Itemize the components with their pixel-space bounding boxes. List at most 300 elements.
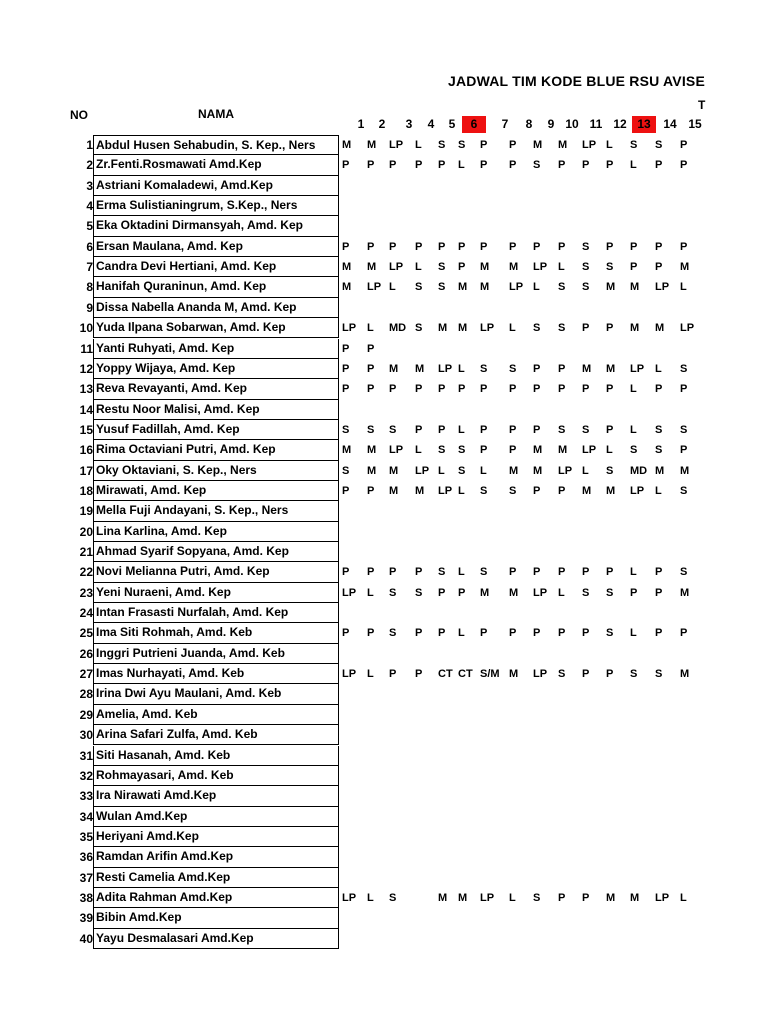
shift-code: S	[438, 444, 446, 457]
shift-code: LP	[438, 362, 453, 375]
row-number: 35	[79, 829, 93, 844]
day-header-2: 2	[378, 117, 386, 131]
shift-code: P	[509, 383, 517, 396]
shift-code: P	[509, 627, 517, 640]
shift-code: P	[680, 139, 688, 151]
shift-code: L	[415, 139, 422, 151]
shift-code: L	[415, 444, 422, 457]
shift-code: P	[480, 139, 488, 151]
shift-code: M	[582, 362, 592, 375]
shift-code: L	[458, 566, 465, 579]
row-number: 38	[79, 890, 93, 905]
table-row	[0, 216, 768, 236]
row-number: 3	[86, 178, 93, 193]
shift-code: P	[582, 668, 590, 681]
shift-code: P	[582, 566, 590, 579]
shift-code: L	[509, 891, 516, 904]
row-number: 4	[86, 199, 93, 214]
shift-code: L	[630, 423, 637, 436]
row-number: 8	[86, 280, 93, 295]
shift-code: P	[533, 627, 541, 640]
table-row	[0, 135, 768, 155]
shift-code: LP	[630, 484, 645, 497]
row-number: 17	[79, 463, 93, 478]
shift-code: S	[533, 159, 541, 172]
shift-code: M	[389, 362, 399, 375]
row-number: 21	[79, 545, 93, 559]
shift-code: M	[509, 586, 519, 599]
row-number: 6	[86, 239, 93, 254]
shift-code: P	[367, 627, 375, 640]
staff-name-cell: Reva Revayanti, Amd. Kep	[93, 379, 339, 399]
shift-code: LP	[655, 891, 670, 904]
shift-code: L	[630, 627, 637, 640]
table-row	[0, 298, 768, 318]
shift-code: P	[533, 240, 541, 253]
row-number: 34	[79, 809, 93, 824]
row-number: 10	[79, 321, 93, 336]
shift-code: S	[458, 444, 466, 457]
shift-code: M	[367, 464, 377, 477]
shift-code: L	[458, 159, 465, 172]
shift-code: M	[606, 281, 616, 294]
shift-code: L	[630, 383, 637, 396]
shift-code: S	[582, 586, 590, 599]
shift-code: M	[606, 484, 616, 497]
shift-code: L	[509, 322, 516, 335]
shift-code: P	[533, 484, 541, 497]
shift-code: LP	[480, 322, 495, 335]
day-header-8: 8	[525, 117, 533, 131]
table-row	[0, 603, 768, 623]
staff-name-cell: Yayu Desmalasari Amd.Kep	[93, 929, 339, 949]
shift-code: P	[606, 322, 614, 335]
shift-code: L	[458, 627, 465, 640]
table-row	[0, 664, 768, 684]
shift-code: P	[606, 159, 614, 172]
shift-code: P	[367, 342, 375, 355]
shift-code: CT	[458, 668, 473, 681]
shift-code: LP	[582, 444, 597, 457]
table-row	[0, 786, 768, 806]
shift-code: P	[680, 159, 688, 172]
staff-name-cell: Astriani Komaladewi, Amd.Kep	[93, 176, 339, 196]
shift-code: CT	[438, 668, 453, 681]
shift-code: M	[558, 139, 568, 151]
shift-code: M	[480, 586, 490, 599]
shift-code: L	[582, 464, 589, 477]
day-header-9: 9	[547, 117, 555, 131]
shift-code: P	[606, 240, 614, 253]
staff-name-cell: Rima Octaviani Putri, Amd. Kep	[93, 440, 339, 460]
row-number: 23	[79, 585, 93, 600]
shift-code: P	[606, 668, 614, 681]
shift-code: P	[415, 668, 423, 681]
shift-code: L	[558, 586, 565, 599]
row-number: 22	[79, 565, 93, 580]
shift-code: P	[342, 383, 350, 396]
shift-code: L	[415, 261, 422, 274]
shift-code: S	[680, 362, 688, 375]
shift-code: L	[458, 362, 465, 375]
shift-code: L	[367, 668, 374, 681]
header-no: NO	[70, 108, 88, 122]
row-number: 32	[79, 768, 93, 783]
shift-code: M	[415, 362, 425, 375]
day-header-row	[0, 116, 768, 134]
shift-code: L	[458, 484, 465, 497]
header-nama: NAMA	[198, 107, 234, 121]
shift-code: P	[342, 627, 350, 640]
shift-code: M	[480, 281, 490, 294]
shift-code: S	[582, 423, 590, 436]
shift-code: S	[533, 322, 541, 335]
shift-code: P	[533, 362, 541, 375]
table-row	[0, 257, 768, 277]
shift-code: M	[680, 261, 690, 274]
shift-code: L	[389, 281, 396, 294]
shift-code: M	[630, 322, 640, 335]
shift-code: S	[533, 891, 541, 904]
row-number: 9	[86, 300, 93, 315]
table-row	[0, 339, 768, 359]
table-row	[0, 400, 768, 420]
staff-name-cell: Rohmayasari, Amd. Keb	[93, 766, 339, 786]
shift-code: S	[367, 423, 375, 436]
shift-code: P	[415, 627, 423, 640]
shift-code: M	[655, 322, 665, 335]
row-number: 29	[79, 707, 93, 722]
shift-code: P	[680, 444, 688, 457]
staff-name-cell: Irina Dwi Ayu Maulani, Amd. Keb	[93, 684, 339, 704]
shift-code: P	[509, 444, 517, 457]
staff-name-cell: Erma Sulistianingrum, S.Kep., Ners	[93, 196, 339, 216]
row-number: 39	[79, 911, 93, 926]
shift-code: S	[480, 362, 488, 375]
row-number: 31	[79, 748, 93, 763]
staff-name-cell: Abdul Husen Sehabudin, S. Kep., Ners	[93, 135, 339, 155]
day-header-10: 10	[565, 117, 579, 131]
table-row	[0, 929, 768, 949]
table-row	[0, 868, 768, 888]
table-row	[0, 176, 768, 196]
shift-code: S	[415, 322, 423, 335]
row-number: 15	[79, 422, 93, 437]
shift-code: P	[558, 566, 566, 579]
shift-code: P	[480, 159, 488, 172]
shift-code: P	[533, 423, 541, 436]
shift-code: M	[389, 484, 399, 497]
day-header-14: 14	[663, 117, 677, 131]
shift-code: P	[342, 159, 350, 172]
shift-code: S	[389, 627, 397, 640]
shift-code: L	[438, 464, 445, 477]
shift-code: M	[458, 281, 468, 294]
shift-code: L	[367, 586, 374, 599]
shift-code: LP	[342, 586, 357, 599]
shift-code: S	[606, 586, 614, 599]
staff-name-cell: Lina Karlina, Amd. Kep	[93, 522, 339, 542]
shift-code: M	[533, 464, 543, 477]
shift-code: S	[342, 464, 350, 477]
shift-code: M	[509, 668, 519, 681]
staff-name-cell: Amelia, Amd. Keb	[93, 705, 339, 725]
row-number: 24	[79, 606, 93, 621]
shift-code: P	[558, 240, 566, 253]
shift-code: LP	[533, 668, 548, 681]
shift-code: P	[655, 261, 663, 274]
table-row	[0, 481, 768, 501]
shift-code: L	[480, 464, 487, 477]
shift-code: M	[680, 668, 690, 681]
table-row	[0, 725, 768, 745]
staff-name-cell: Ahmad Syarif Sopyana, Amd. Kep	[93, 542, 339, 562]
shift-code: L	[606, 444, 613, 457]
shift-code: LP	[533, 586, 548, 599]
shift-code: MD	[630, 464, 648, 477]
shift-code: LP	[655, 281, 670, 294]
table-row	[0, 522, 768, 542]
shift-code: L	[655, 484, 662, 497]
shift-code: S	[389, 423, 397, 436]
shift-code: M	[680, 464, 690, 477]
row-number: 30	[79, 728, 93, 743]
shift-code: P	[680, 383, 688, 396]
shift-code: P	[630, 586, 638, 599]
shift-code: P	[558, 159, 566, 172]
shift-code: P	[558, 362, 566, 375]
shift-code: S	[415, 586, 423, 599]
shift-code: LP	[342, 668, 357, 681]
shift-code: P	[367, 484, 375, 497]
day-header-1: 1	[357, 117, 365, 131]
shift-code: S	[680, 423, 688, 436]
row-number: 28	[79, 687, 93, 702]
staff-name-cell: Ima Siti Rohmah, Amd. Keb	[93, 623, 339, 643]
shift-code: M	[342, 139, 352, 151]
shift-code: P	[655, 240, 663, 253]
shift-code: M	[630, 891, 640, 904]
shift-code: LP	[630, 362, 645, 375]
shift-code: M	[415, 484, 425, 497]
shift-code: M	[367, 444, 377, 457]
shift-code: S/M	[480, 668, 500, 681]
staff-name-cell: Yanti Ruhyati, Amd. Kep	[93, 339, 339, 359]
shift-code: P	[480, 423, 488, 436]
shift-code: P	[533, 383, 541, 396]
shift-code: S	[480, 566, 488, 579]
shift-code: P	[438, 586, 446, 599]
shift-code: M	[533, 139, 543, 151]
shift-code: S	[680, 484, 688, 497]
shift-code: S	[558, 281, 566, 294]
shift-code: P	[509, 566, 517, 579]
shift-code: P	[480, 240, 488, 253]
table-row	[0, 542, 768, 562]
shift-code: S	[458, 139, 466, 151]
shift-code: M	[606, 891, 616, 904]
staff-name-cell: Adita Rahman Amd.Kep	[93, 888, 339, 908]
shift-code: P	[582, 159, 590, 172]
day-header-4: 4	[427, 117, 435, 131]
shift-code: P	[438, 240, 446, 253]
day-header-5: 5	[448, 117, 456, 131]
shift-code: S	[438, 261, 446, 274]
shift-code: P	[582, 891, 590, 904]
shift-code: P	[655, 586, 663, 599]
day-header-11: 11	[589, 117, 603, 131]
shift-code: M	[438, 322, 448, 335]
shift-code: P	[367, 566, 375, 579]
shift-code: LP	[558, 464, 573, 477]
staff-name-cell: Siti Hasanah, Amd. Keb	[93, 746, 339, 766]
shift-code: LP	[342, 891, 357, 904]
shift-code: S	[509, 484, 517, 497]
table-row	[0, 318, 768, 338]
shift-code: P	[389, 159, 397, 172]
shift-code: S	[606, 627, 614, 640]
table-row	[0, 562, 768, 582]
shift-code: LP	[342, 322, 357, 335]
table-row	[0, 908, 768, 928]
shift-code: S	[606, 261, 614, 274]
staff-name-cell: Mirawati, Amd. Kep	[93, 481, 339, 501]
row-number: 2	[86, 158, 93, 173]
staff-name-cell: Yoppy Wijaya, Amd. Kep	[93, 359, 339, 379]
shift-code: LP	[415, 464, 430, 477]
shift-code: S	[655, 668, 663, 681]
shift-code: LP	[533, 261, 548, 274]
shift-code: M	[367, 261, 377, 274]
staff-name-cell: Mella Fuji Andayani, S. Kep., Ners	[93, 501, 339, 521]
row-number: 40	[79, 931, 93, 946]
shift-code: S	[582, 261, 590, 274]
staff-name-cell: Arina Safari Zulfa, Amd. Keb	[93, 725, 339, 745]
shift-code: M	[680, 586, 690, 599]
shift-code: L	[680, 891, 687, 904]
table-row	[0, 359, 768, 379]
shift-code: P	[458, 261, 466, 274]
shift-code: P	[558, 484, 566, 497]
shift-code: S	[582, 281, 590, 294]
shift-code: P	[458, 586, 466, 599]
shift-code: LP	[680, 322, 695, 335]
day-header-15: 15	[688, 117, 702, 131]
shift-code: LP	[389, 261, 404, 274]
shift-code: P	[342, 342, 350, 355]
table-row	[0, 623, 768, 643]
shift-code: P	[655, 627, 663, 640]
shift-code: S	[655, 139, 663, 151]
shift-code: LP	[509, 281, 524, 294]
day-header-12: 12	[613, 117, 627, 131]
table-row	[0, 746, 768, 766]
shift-code: P	[558, 627, 566, 640]
shift-code: L	[630, 566, 637, 579]
shift-code: M	[533, 444, 543, 457]
shift-code: S	[342, 423, 350, 436]
shift-code: L	[367, 322, 374, 335]
staff-name-cell: Zr.Fenti.Rosmawati Amd.Kep	[93, 155, 339, 175]
shift-code: M	[389, 464, 399, 477]
shift-code: P	[655, 566, 663, 579]
shift-code: M	[342, 281, 352, 294]
shift-code: P	[389, 240, 397, 253]
shift-code: S	[655, 423, 663, 436]
shift-code: L	[458, 423, 465, 436]
shift-code: M	[582, 484, 592, 497]
row-number: 20	[79, 524, 93, 539]
staff-name-cell: Yeni Nuraeni, Amd. Kep	[93, 583, 339, 603]
row-number: 18	[79, 483, 93, 498]
row-number: 16	[79, 443, 93, 458]
table-row	[0, 705, 768, 725]
shift-code: P	[509, 139, 517, 151]
shift-code: P	[582, 383, 590, 396]
shift-code: P	[533, 566, 541, 579]
shift-code: S	[438, 566, 446, 579]
table-row	[0, 420, 768, 440]
shift-code: P	[655, 159, 663, 172]
shift-code: S	[438, 281, 446, 294]
shift-code: S	[582, 240, 590, 253]
shift-code: P	[342, 240, 350, 253]
table-row	[0, 847, 768, 867]
table-row	[0, 501, 768, 521]
shift-code: M	[458, 322, 468, 335]
shift-code: P	[582, 627, 590, 640]
shift-code: P	[480, 383, 488, 396]
shift-code: LP	[582, 139, 597, 151]
shift-code: P	[480, 627, 488, 640]
shift-code: LP	[389, 139, 404, 151]
shift-code: M	[438, 891, 448, 904]
row-number: 12	[79, 361, 93, 376]
shift-code: L	[533, 281, 540, 294]
staff-name-cell: Dissa Nabella Ananda M, Amd. Kep	[93, 298, 339, 318]
staff-name-cell: Novi Melianna Putri, Amd. Kep	[93, 562, 339, 582]
shift-code: M	[606, 362, 616, 375]
shift-code: P	[606, 383, 614, 396]
staff-name-cell: Resti Camelia Amd.Kep	[93, 868, 339, 888]
row-number: 36	[79, 850, 93, 865]
shift-code: S	[438, 139, 446, 151]
table-row	[0, 155, 768, 175]
table-row	[0, 766, 768, 786]
shift-code: S	[509, 362, 517, 375]
staff-name-cell: Imas Nurhayati, Amd. Keb	[93, 664, 339, 684]
shift-code: P	[367, 159, 375, 172]
shift-code: M	[509, 464, 519, 477]
row-number: 11	[80, 341, 93, 356]
shift-code: S	[630, 139, 638, 151]
shift-code: P	[582, 322, 590, 335]
shift-code: L	[655, 362, 662, 375]
row-number: 14	[79, 402, 93, 417]
shift-code: LP	[367, 281, 382, 294]
shift-code: L	[630, 159, 637, 172]
staff-name-cell: Hanifah Quraninun, Amd. Kep	[93, 277, 339, 297]
row-number: 1	[86, 138, 93, 152]
shift-code: S	[655, 444, 663, 457]
table-row	[0, 644, 768, 664]
row-number: 7	[86, 260, 93, 275]
shift-code: S	[558, 423, 566, 436]
shift-code: P	[509, 240, 517, 253]
shift-code: S	[389, 586, 397, 599]
shift-code: P	[415, 423, 423, 436]
table-row	[0, 440, 768, 460]
